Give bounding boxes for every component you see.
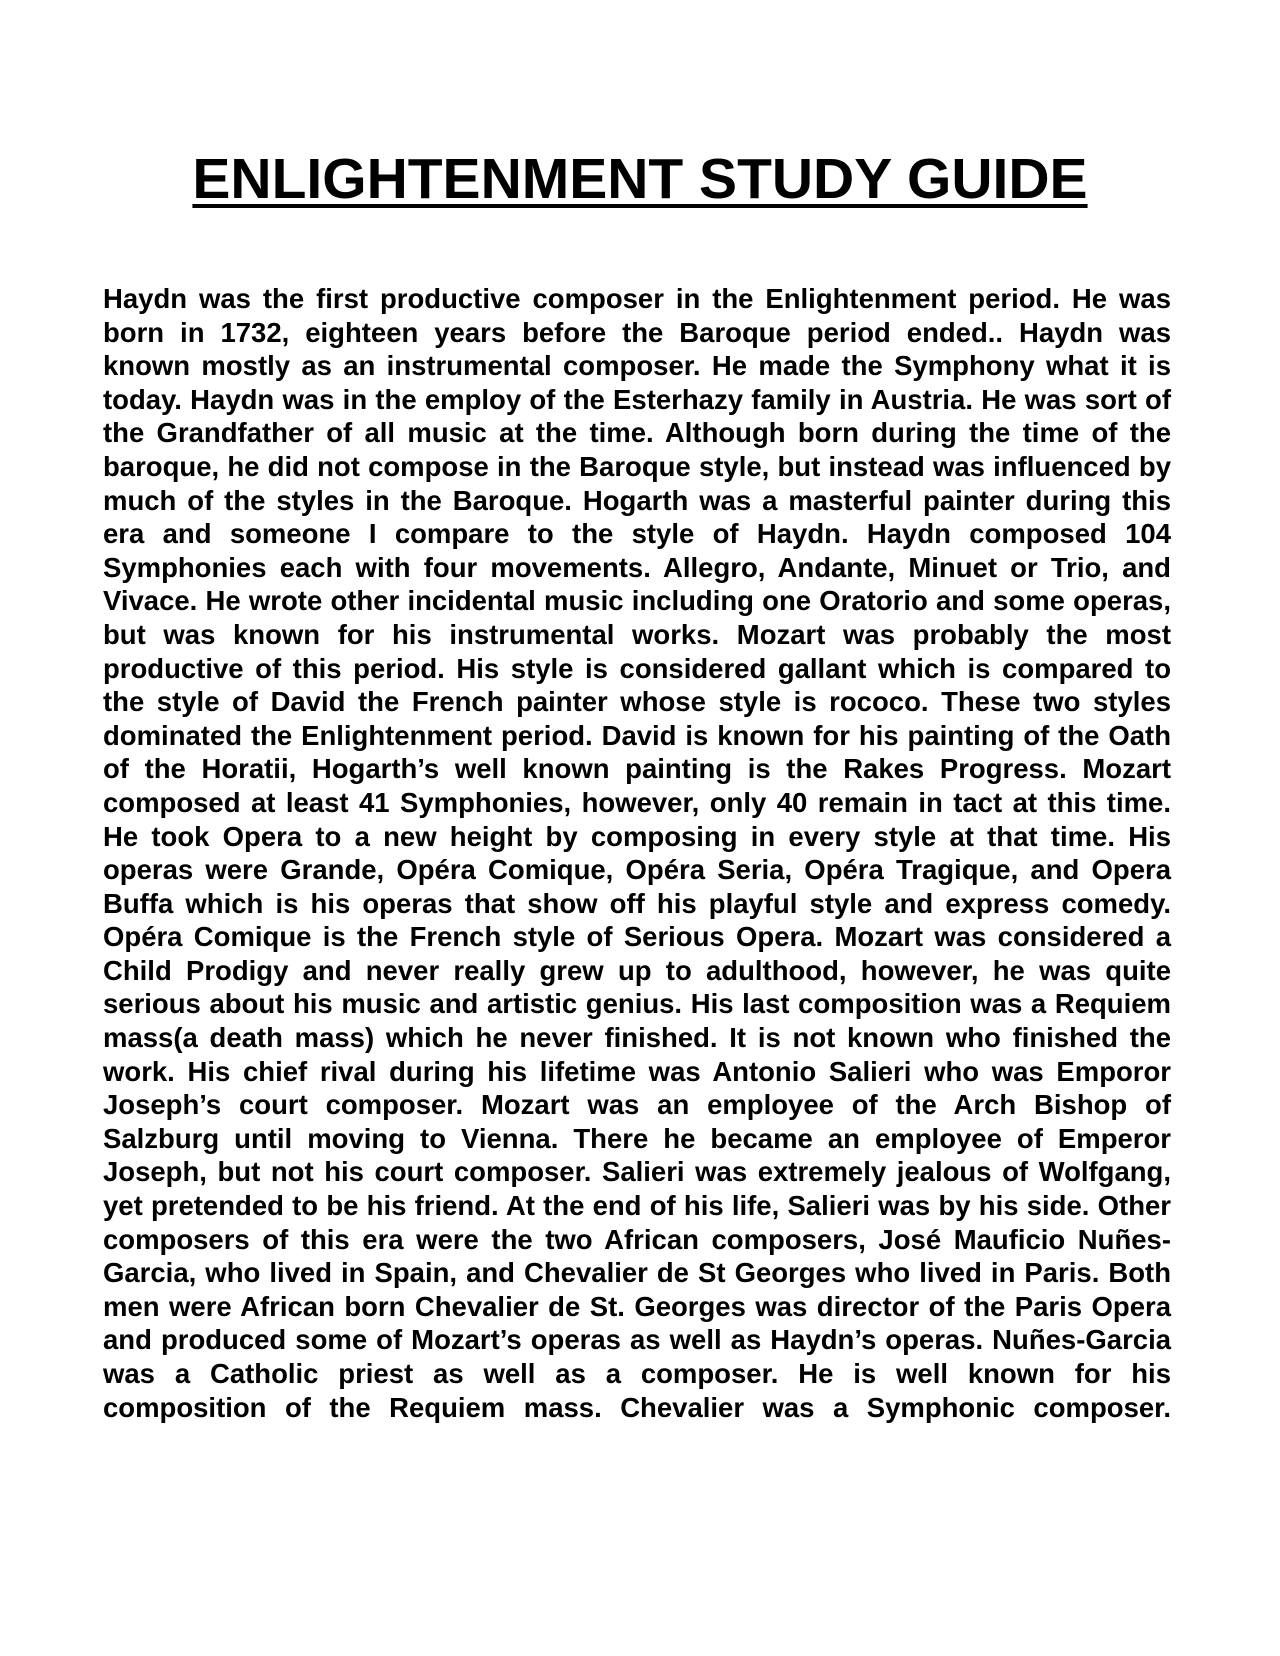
body-paragraph: Haydn was the first productive composer in the Enlightenment period. He was born in 1732, eighteen years before the Baroque period ended.. Haydn was known mostly as an instrumental composer. He made the Symphony what it is today. Haydn was in the employ of the Esterhazy family in Austria. He was sort of the Grandfather of all music at the time. Although born during the time of the baroque, he did not compose in the Baroque style, but instead was influenced by much of the styles in the Baroque. Hogarth was a masterful painter during this era and someone I compare to the style of Haydn. Haydn composed 104 Symphonies each with four movements. Allegro, Andante, Minuet or Trio, and Vivace. He wrote other incidental music including one Oratorio and some operas, but was known for his instrumental works. Mozart was probably the most productive of this period. His style is considered gallant which is compared to the style of David the French painter whose style is rococo. These two styles dominated the Enlightenment period. David is known for his painting of the Oath of the Horatii, Hogarth’s well known painting is the Rakes Progress. Mozart composed at least 41 Symphonies, however, only 40 remain in tact at this time. He took Opera to a new height by composing in every style at that time. His operas were Grande, Opéra Comique, Opéra Seria, Opéra Tragique, and Opera Buffa which is his operas that show off his playful style and express comedy. Opéra Comique is the French style of Serious Opera. Mozart was considered a Child Prodigy and never really grew up to adulthood, however, he was quite serious about his music and artistic genius. His last composition was a Requiem mass(a death mass) which he never finished. It is not known who finished the work. His chief rival during his lifetime was Antonio Salieri who was Emporor Joseph’s court composer. Mozart was an employee of the Arch Bishop of Salzburg until moving to Vienna. There he became an employee of Emperor Joseph, but not his court composer. Salieri was extremely jealous of Wolfgang, yet pretended to be his friend. At the end of his life, Salieri was by his side. Other composers of this era were the two African composers, José Mauficio Nuñes-Garcia, who lived in Spain, and Chevalier de St Georges who lived in Paris. Both men were African born Chevalier de St. Georges was director of the Paris Opera and produced some of Mozart’s operas as well as Haydn’s operas. Nuñes-Garcia was a Catholic priest as well as a composer. He is well known for his composition of the Requiem mass. Chevalier was a Symphonic composer. <box>103 283 1171 1423</box>
page-title: ENLIGHTENMENT STUDY GUIDE <box>192 147 1088 211</box>
